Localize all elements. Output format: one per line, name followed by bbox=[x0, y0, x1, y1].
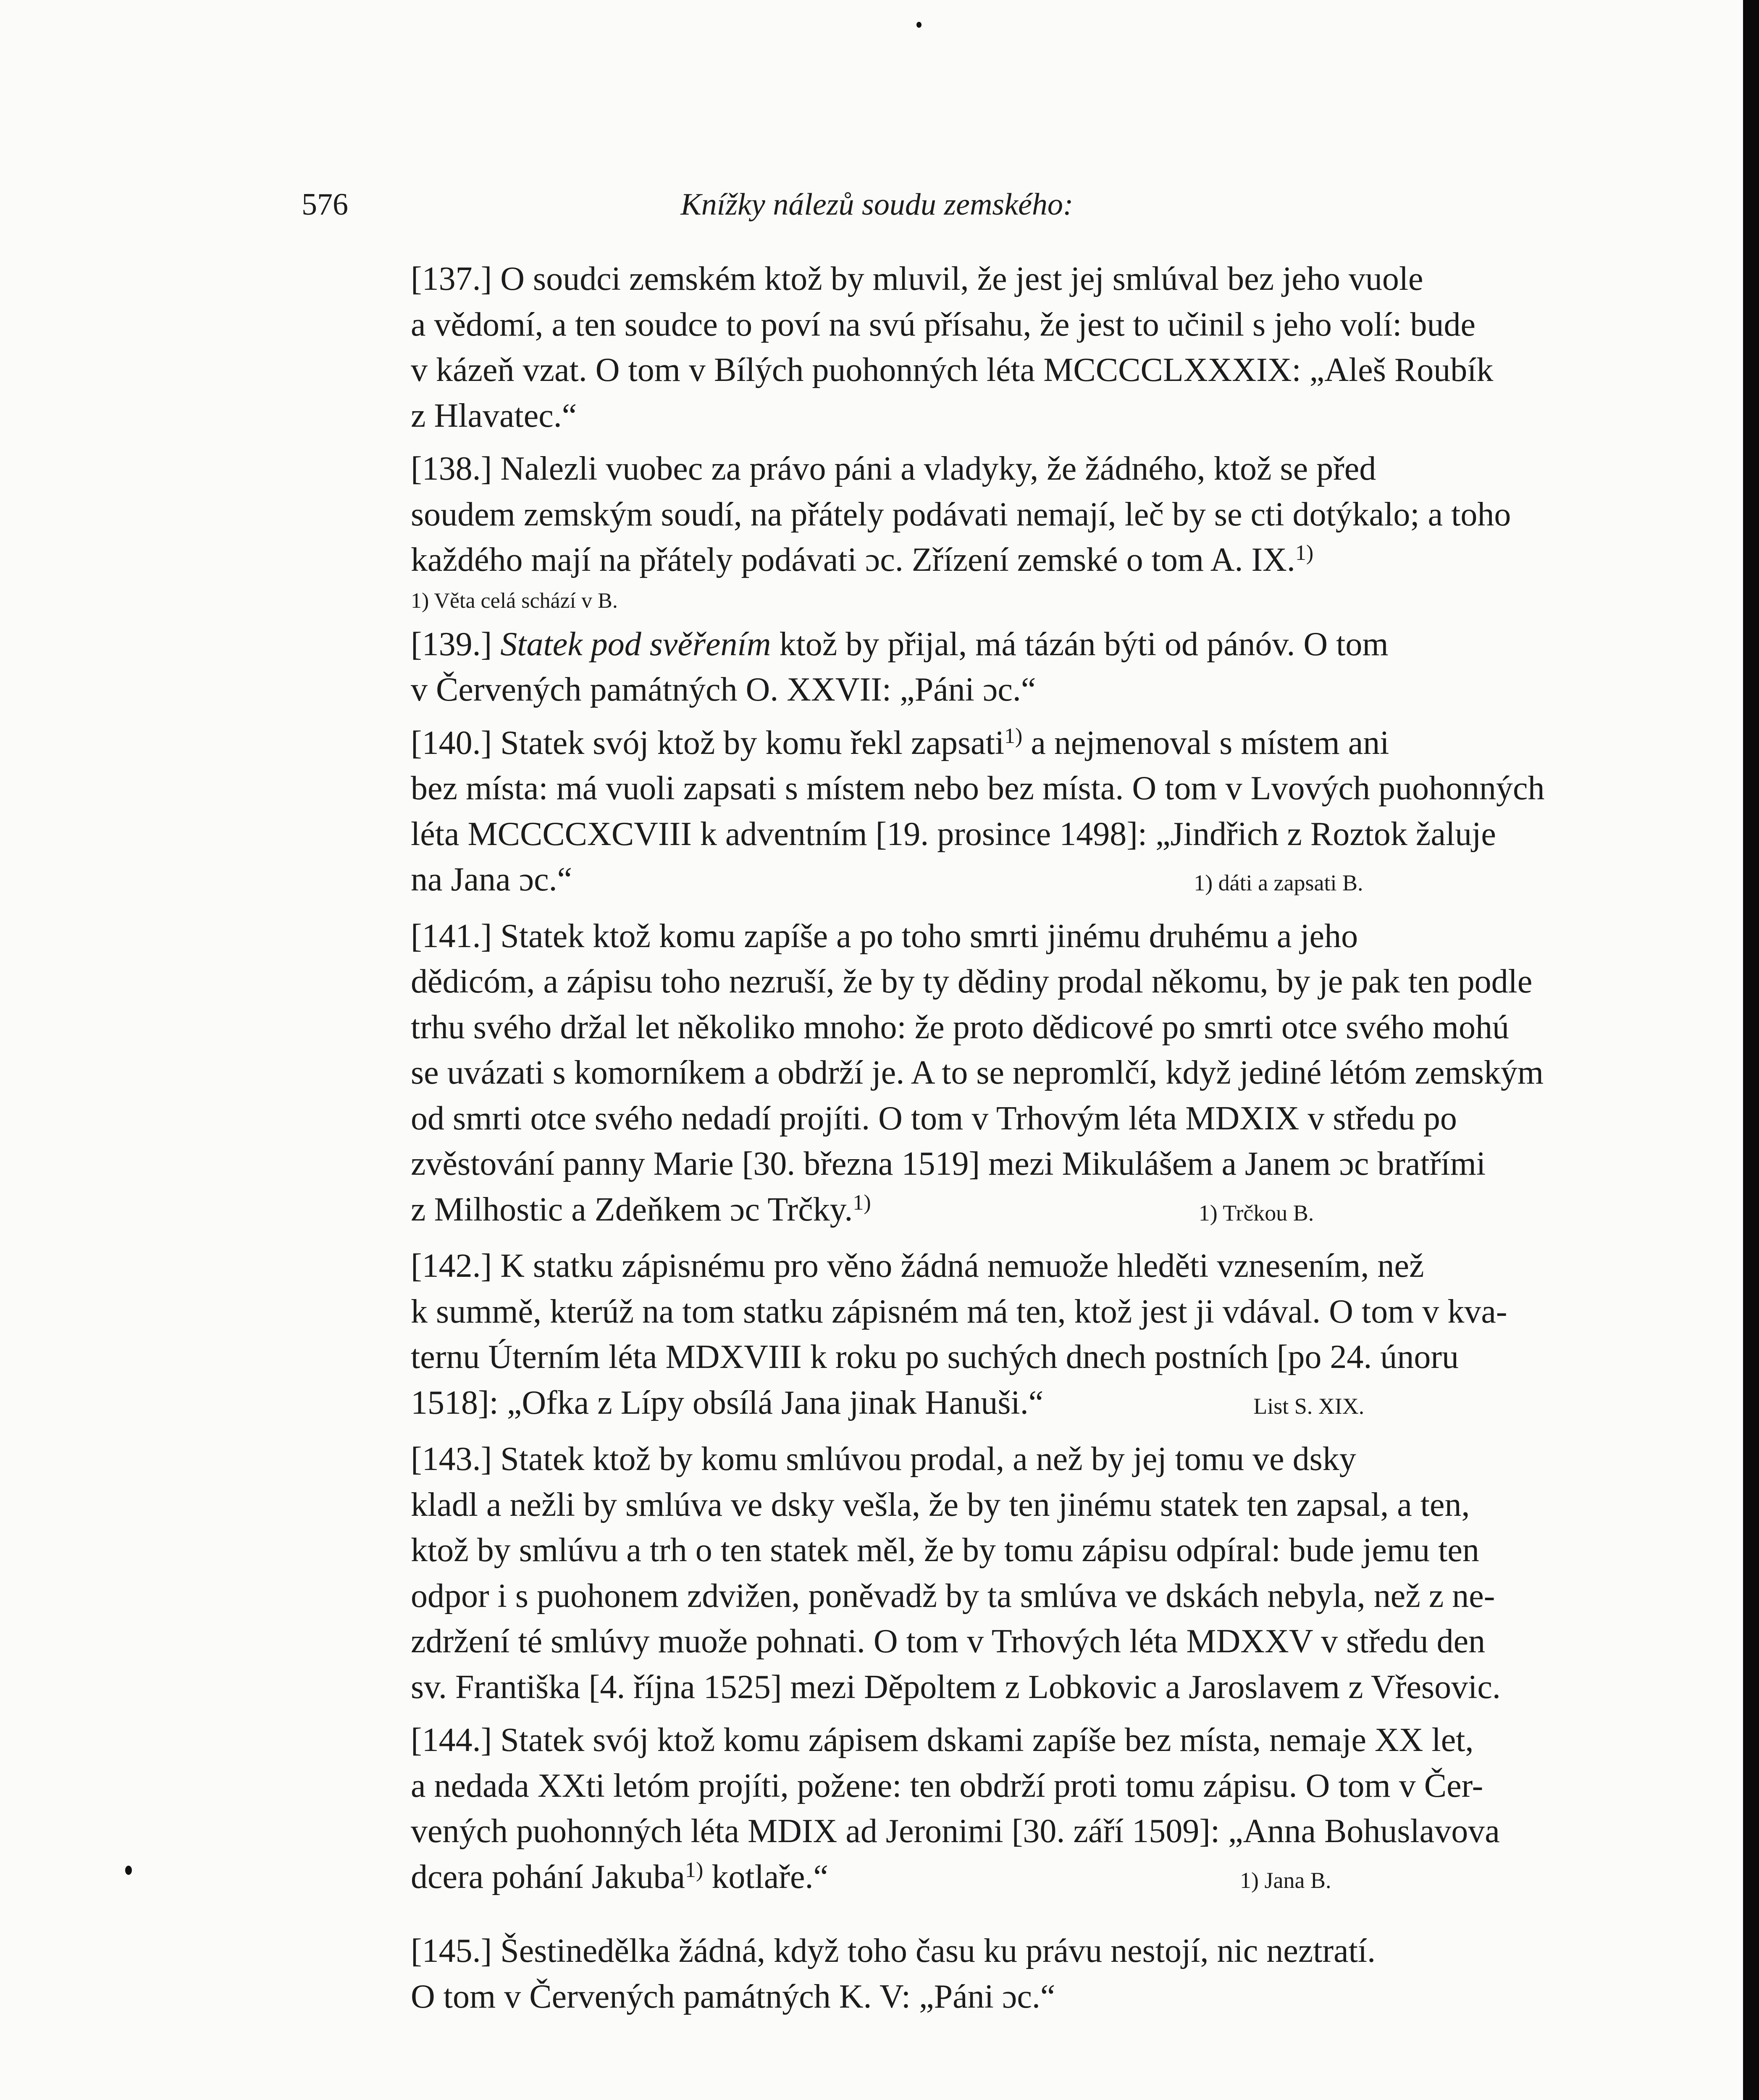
paragraph-141 bbox=[302, 914, 1544, 1236]
paragraph-label: [139.] bbox=[411, 625, 492, 663]
page-header bbox=[302, 181, 1343, 228]
text-line: [142.] K statku zápisnému pro věno žádná nemuože hleděti vznesením, než bbox=[411, 1247, 1424, 1284]
text-line: O tom v Červených památných K. V: „Páni ɔc.“ bbox=[411, 1978, 1055, 2015]
text-line: se uvázati s komorníkem a obdrží je. A to se nepromlčí, když jediné létóm zemským bbox=[411, 1054, 1544, 1091]
text-line: vených puohonných léta MDIX ad Jeronimi [30. září 1509]: „Anna Bohuslavova bbox=[411, 1813, 1500, 1850]
text-segment: dcera pohání Jakuba bbox=[411, 1858, 685, 1895]
text-line: odpor i s puohonem zdvižen, poněvadž by ta smlúva ve dskách nebyla, než z ne- bbox=[411, 1577, 1495, 1614]
footnote: 1) Jana B. bbox=[1240, 1867, 1331, 1893]
footnote-mark: 1) bbox=[853, 1190, 871, 1215]
text-line: sv. Františka [4. října 1525] mezi Děpoltem z Lobkovic a Jaroslavem z Vřesovic. bbox=[411, 1668, 1501, 1706]
text-line: [144.] Statek svój ktož komu zápisem dskami zapíše bez místa, nemaje XX let, bbox=[411, 1722, 1474, 1759]
text-segment: kotlaře.“ bbox=[703, 1858, 828, 1895]
text-line bbox=[302, 720, 1389, 766]
text-line: [137.] O soudci zemském ktož by mluvil, že jest jej smlúval bez jeho vuole bbox=[411, 260, 1423, 297]
text-segment: každého mají na přátely podávati ɔc. Zřízení zemské o tom A. IX. bbox=[411, 541, 1295, 578]
text-segment: z Milhostic a Zdeňkem ɔc Trčky. bbox=[411, 1191, 853, 1228]
text-segment: [140.] Statek svój ktož by komu řekl zapsati bbox=[411, 724, 1005, 761]
text-line: k summě, kterúž na tom statku zápisném má ten, ktož jest ji vdával. O tom v kva- bbox=[411, 1293, 1507, 1330]
text-segment: 1518]: „Ofka z Lípy obsílá Jana jinak Hanuši.“ bbox=[411, 1384, 1044, 1421]
text-line bbox=[302, 1380, 1365, 1429]
text-segment: a nejmenoval s místem ani bbox=[1022, 724, 1389, 761]
text-line bbox=[302, 1187, 1349, 1236]
paragraph-142 bbox=[302, 1243, 1507, 1429]
text-line: soudem zemským soudí, na přátely podávati nemají, leč by se cti dotýkalo; a toho bbox=[411, 496, 1511, 533]
paragraph-144 bbox=[302, 1717, 1500, 1903]
text-line: a vědomí, a ten soudce to poví na svú přísahu, že jest to učinil s jeho volí: bude bbox=[411, 306, 1476, 343]
scan-speck bbox=[125, 1866, 132, 1875]
text-segment: na Jana ɔc.“ bbox=[411, 861, 572, 898]
text-line: kladl a nežli by smlúva ve dsky vešla, že by ten jinému statek ten zapsal, a ten, bbox=[411, 1486, 1470, 1523]
text-line: léta MCCCCXCVIII k adventním [19. prosince 1498]: „Jindřich z Roztok žaluje bbox=[411, 815, 1496, 853]
italic-term: Statek pod svěřením bbox=[500, 625, 771, 663]
footnote-mark: 1) bbox=[685, 1858, 704, 1882]
text-line bbox=[302, 537, 1349, 583]
footnote: 1) dáti a zapsati B. bbox=[1194, 870, 1363, 895]
text-line: bez místa: má vuoli zapsati s místem nebo bez místa. O tom v Lvových puohonných bbox=[411, 770, 1545, 807]
paragraph-145 bbox=[302, 1928, 1376, 2019]
footnote: 1) Věta celá schází v B. bbox=[411, 588, 618, 613]
body-text bbox=[302, 256, 1545, 2027]
text-line bbox=[302, 1854, 1349, 1903]
text-line bbox=[302, 622, 1389, 667]
text-line: trhu svého držal let několiko mnoho: že proto dědicové po smrti otce svého mohú bbox=[411, 1008, 1509, 1046]
text-line: a nedada XXti letóm projíti, požene: ten obdrží proti tomu zápisu. O tom v Čer- bbox=[411, 1767, 1483, 1804]
page-number: 576 bbox=[302, 187, 348, 222]
running-title: Knížky nálezů soudu zemského: bbox=[680, 187, 1074, 222]
scan-speck bbox=[916, 22, 922, 28]
paragraph-143 bbox=[302, 1436, 1501, 1710]
text-line: [143.] Statek ktož by komu smlúvou prodal, a než by jej tomu ve dsky bbox=[411, 1441, 1356, 1478]
text-line: [138.] Nalezli vuobec za právo páni a vladyky, že žádného, ktož se před bbox=[411, 450, 1376, 487]
text-line: [141.] Statek ktož komu zapíše a po toho smrti jinému druhému a jeho bbox=[411, 917, 1358, 955]
footnote-mark: 1) bbox=[1004, 724, 1023, 748]
text-line: z Hlavatec.“ bbox=[411, 397, 577, 434]
text-line: zdržení té smlúvy muože pohnati. O tom v Trhových léta MDXXV v středu den bbox=[411, 1623, 1486, 1660]
text-line: zvěstování panny Marie [30. března 1519] mezi Mikulášem a Janem ɔc bratřími bbox=[411, 1145, 1486, 1182]
scan-edge bbox=[1743, 0, 1759, 2100]
footnote: 1) Trčkou B. bbox=[1198, 1200, 1314, 1226]
text-line: [145.] Šestinedělka žádná, když toho času ku právu nestojí, nic neztratí. bbox=[411, 1932, 1376, 1969]
paragraph-139 bbox=[302, 622, 1389, 713]
paragraph-138 bbox=[302, 446, 1511, 583]
text-line: dědicóm, a zápisu toho nezruší, že by ty dědiny prodal někomu, by je pak ten podle bbox=[411, 963, 1533, 1000]
text-line: v Červených památných O. XXVII: „Páni ɔc.“ bbox=[411, 671, 1036, 708]
paragraph-137 bbox=[302, 256, 1494, 438]
text-line: ktož by smlúvu a trh o ten statek měl, že by tomu zápisu odpíral: bude jemu ten bbox=[411, 1532, 1479, 1569]
text-line bbox=[302, 857, 1363, 906]
side-note: List S. XIX. bbox=[1253, 1393, 1365, 1419]
text-segment: ktož by přijal, má tázán býti od pánóv. O tom bbox=[771, 625, 1389, 663]
text-line: od smrti otce svého nedadí projíti. O tom v Trhovým léta MDXIX v středu po bbox=[411, 1100, 1457, 1137]
text-line: v kázeň vzat. O tom v Bílých puohonných léta MCCCCLXXXIX: „Aleš Roubík bbox=[411, 352, 1494, 388]
text-line: ternu Úterním léta MDXVIII k roku po suchých dnech postních [po 24. únoru bbox=[411, 1339, 1459, 1376]
paragraph-140 bbox=[302, 720, 1545, 906]
footnote-mark: 1) bbox=[1295, 541, 1314, 565]
